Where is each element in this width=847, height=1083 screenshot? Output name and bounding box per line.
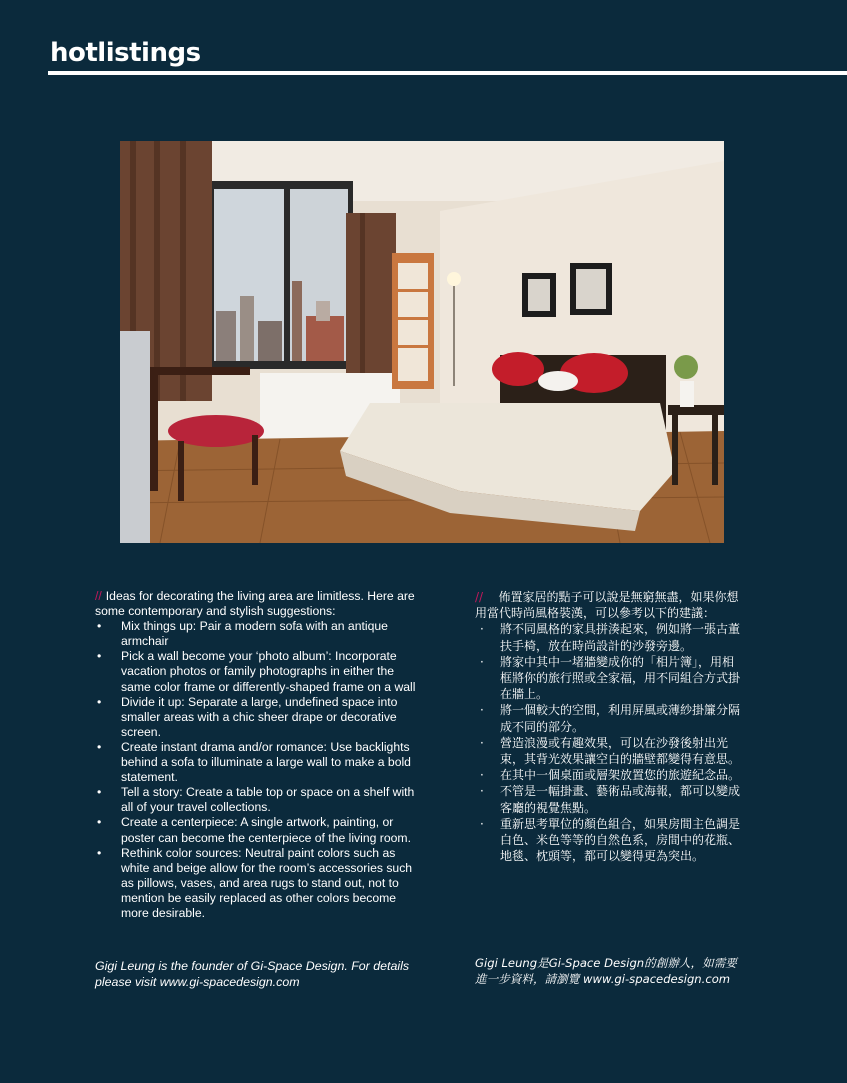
bullet-icon: · [480,816,484,831]
bullet-icon: · [480,735,484,750]
list-item: · 重新思考單位的顏色組合，如果房間主色調是白色、米色等等的自然色系，房間中的花瓶、地毯、枕頭等，都可以變得更為突出。 [480,816,741,864]
list-item: • Tell a story: Create a table top or space on a shelf with all of your travel collections. [97,785,415,815]
author-credit-chinese: Gigi Leung是Gi-Space Design的創辦人，如需要進一步資料，請瀏覽 www.gi-spacedesign.com [475,956,737,986]
list-item: · 將家中其中一堵牆變成你的「相片簿」，用相框將你的旅行照或全家福，用不同組合方式掛在牆上。 [480,654,741,702]
chinese-intro: // 佈置家居的點子可以說是無窮無盡，如果你想用當代時尚風格裝漢，可以參考以下的建議： [475,590,739,621]
bullet-icon: • [97,785,102,800]
accent-marker: // [475,590,484,604]
author-credit-english: Gigi Leung is the founder of Gi-Space Design. For details please visit www.gi-spacedesign.com [95,959,410,989]
chinese-bullet-list [475,621,740,864]
chinese-column [475,589,740,864]
list-item: · 將一個較大的空間，利用屏風或薄紗掛簾分隔成不同的部分。 [480,703,741,734]
list-item: · 在其中一個桌面或層架放置您的旅遊紀念品。 [480,768,741,783]
bullet-icon: • [97,815,102,830]
list-item: • Create instant drama and/or romance: Use backlights behind a sofa to illuminate a large wall to make a bold statement. [97,739,411,785]
bullet-icon: · [480,784,484,799]
bullet-icon: · [480,622,484,637]
list-item: · 營造浪漫或有趣效果，可以在沙發後射出光束，其背光效果讓空白的牆壁都變得有意思。 [480,735,741,767]
bullet-icon: · [480,654,484,669]
list-item: • Rethink color sources: Neutral paint colors such as white and beige allow for the room’s accessories such as pillows, vases, and area rugs to stand out, not to mention be easily replaced as other colors become more desirable. [97,845,413,920]
list-item: • Create a centerpiece: A single artwork, painting, or poster can become the centerpiece of the living room. [97,815,411,845]
bullet-icon: · [480,768,484,783]
english-intro: // Ideas for decorating the living area are limitless. Here are some contemporary and stylish suggestions: [95,589,415,619]
bedroom-photo [120,141,724,543]
list-item: • Mix things up: Pair a modern sofa with an antique armchair [97,619,388,649]
english-column [95,589,425,921]
bullet-icon: • [97,619,102,634]
list-item: · 將不同風格的家具拼湊起來，例如將一張古董扶手椅，放在時尚設計的沙發旁邊。 [480,622,741,653]
list-item: · 不管是一幅掛畫、藝術品或海報，都可以變成客廳的視覺焦點。 [480,784,741,815]
bullet-icon: • [97,739,102,754]
bullet-icon: · [480,703,484,718]
bullet-icon: • [97,649,102,664]
list-item: • Pick a wall become your ‘photo album’: Incorporate vacation photos or family photographs in either the same color frame or differently-shaped frame on a wall [97,649,416,694]
english-bullet-list [95,619,425,921]
page-title: hotlistings [50,38,201,68]
bullet-icon: • [97,694,102,709]
header-divider [48,71,847,75]
bedroom-illustration [120,141,724,543]
accent-marker: // [95,589,102,603]
bullet-icon: • [97,845,102,860]
list-item: • Divide it up: Separate a large, undefined space into smaller areas with a chic sheer drape or decorative screen. [97,694,398,739]
